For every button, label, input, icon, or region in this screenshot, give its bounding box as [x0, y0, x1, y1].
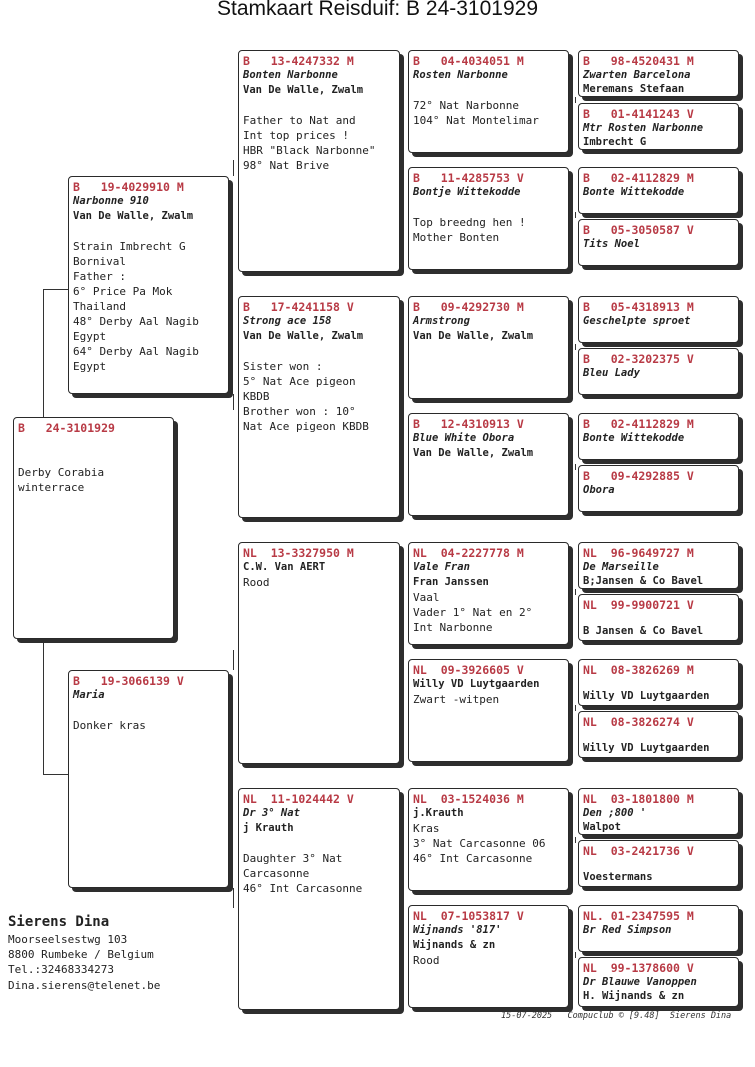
breeder-name: j.Krauth: [413, 807, 464, 819]
pigeon-name: Geschelpte sproet: [583, 315, 691, 327]
ancestor-card[interactable]: [578, 465, 739, 512]
ring-number: B 19-3066139 V: [73, 674, 184, 688]
ring-number: B 11-4285753 V: [413, 171, 524, 185]
pigeon-name: Maria: [73, 689, 105, 701]
ring-number: NL 08-3826274 V: [583, 715, 694, 729]
breeder-name: Voestermans: [583, 871, 653, 883]
pigeon-name: Dr 3° Nat: [243, 807, 300, 819]
ring-number: NL 04-2227778 M: [413, 546, 524, 560]
ring-number: NL 99-1378600 V: [583, 961, 694, 975]
connector: [575, 97, 576, 103]
ancestor-card[interactable]: [578, 594, 739, 641]
ring-number: NL 03-1524036 M: [413, 792, 524, 806]
pigeon-name: Strong ace 158: [243, 315, 332, 327]
page-title: Stamkaart Reisduif: B 24-3101929: [216, 0, 539, 20]
connector: [233, 888, 234, 908]
breeder-name: Walpot: [583, 821, 621, 833]
ring-number: B 01-4141243 V: [583, 107, 694, 121]
pigeon-notes: Sister won : 5° Nat Ace pigeon KBDB Brother won : 10° Nat Ace pigeon KBDB: [243, 360, 369, 433]
pigeon-notes: Derby Corabia winterrace: [18, 466, 105, 494]
connector: [403, 842, 404, 906]
owner-name: Sierens Dina: [8, 914, 110, 930]
ring-number: NL 08-3826269 M: [583, 663, 694, 677]
pigeon-name: Wijnands '817': [413, 924, 502, 936]
great-grandparent-card[interactable]: [408, 413, 569, 516]
connector: [575, 344, 576, 350]
connector: [233, 650, 234, 670]
ring-number: B 02-4112829 M: [583, 171, 694, 185]
ring-number: B 05-4318913 M: [583, 300, 694, 314]
ancestor-card[interactable]: [578, 957, 739, 1007]
grandparent-card[interactable]: [238, 50, 400, 272]
pigeon-name: Armstrong: [413, 315, 470, 327]
ancestor-card[interactable]: [578, 840, 739, 887]
ring-number: NL 03-1801800 M: [583, 792, 694, 806]
great-grandparent-card[interactable]: [408, 659, 569, 762]
connector: [403, 97, 404, 167]
ring-number: B 04-4034051 M: [413, 54, 524, 68]
ancestor-card[interactable]: [578, 50, 739, 97]
breeder-name: Meremans Stefaan: [583, 83, 685, 95]
great-grandparent-card[interactable]: [408, 905, 569, 1008]
owner-info: [8, 912, 160, 993]
breeder-name: Willy VD Luytgaarden: [583, 742, 710, 754]
breeder-name: Van De Walle, Zwalm: [243, 330, 364, 342]
pigeon-name: Rosten Narbonne: [413, 69, 508, 81]
pigeon-notes: Rood: [243, 576, 270, 589]
ring-number: B 17-4241158 V: [243, 300, 354, 314]
ancestor-card[interactable]: [578, 659, 739, 706]
breeder-name: C.W. Van AERT: [243, 561, 326, 573]
ring-number: NL 96-9649727 M: [583, 546, 694, 560]
pigeon-notes: Father to Nat and Int top prices ! HBR "Black Narbonne" 98° Nat Brive: [243, 114, 376, 172]
ancestor-card[interactable]: [578, 219, 739, 266]
pigeon-name: Tits Noel: [583, 238, 640, 250]
pigeon-name: Vale Fran: [413, 561, 470, 573]
connector: [575, 705, 576, 711]
pigeon-name: Br Red Simpson: [583, 924, 672, 936]
ring-number: NL 13-3327950 M: [243, 546, 354, 560]
grandparent-card[interactable]: [238, 542, 400, 764]
pigeon-name: Den ;800 ': [583, 807, 647, 819]
connector: [575, 589, 576, 595]
pigeon-notes: Donker kras: [73, 719, 146, 732]
ring-number: NL 99-9900721 V: [583, 598, 694, 612]
connector: [403, 344, 404, 414]
ring-number: B 09-4292730 M: [413, 300, 524, 314]
great-grandparent-card[interactable]: [408, 788, 569, 891]
pigeon-notes: Vaal Vader 1° Nat en 2° Int Narbonne: [413, 591, 533, 634]
ring-number: NL 09-3926605 V: [413, 663, 524, 677]
pigeon-name: Bonte Wittekodde: [583, 186, 685, 198]
connector: [575, 952, 576, 958]
ring-number: NL 07-1053817 V: [413, 909, 524, 923]
pigeon-name: Bleu Lady: [583, 367, 640, 379]
ancestor-card[interactable]: [578, 296, 739, 343]
great-grandparent-card[interactable]: [408, 167, 569, 270]
ring-number: B 24-3101929: [18, 421, 115, 435]
ring-number: B 13-4247332 M: [243, 54, 354, 68]
ring-number: NL 03-2421736 V: [583, 844, 694, 858]
breeder-name: j Krauth: [243, 822, 294, 834]
connector: [43, 289, 68, 290]
great-grandparent-card[interactable]: [408, 296, 569, 399]
pigeon-name: Narbonne 910: [73, 195, 149, 207]
pigeon-notes: Rood: [413, 954, 440, 967]
breeder-name: B;Jansen & Co Bavel: [583, 575, 704, 587]
ancestor-card[interactable]: [578, 103, 739, 150]
pigeon-name: Obora: [583, 484, 615, 496]
print-footer: 15-07-2025 Compuclub © [9.48] Sierens Dina: [501, 1011, 732, 1021]
pigeon-name: Zwarten Barcelona: [583, 69, 691, 81]
ring-number: NL 11-1024442 V: [243, 792, 354, 806]
pigeon-name: De Marseille: [583, 561, 659, 573]
grandparent-card[interactable]: [238, 788, 400, 1010]
ancestor-card[interactable]: [578, 905, 739, 952]
ancestor-card[interactable]: [578, 788, 739, 835]
breeder-name: Van De Walle, Zwalm: [413, 447, 534, 459]
breeder-name: Imbrecht G: [583, 136, 647, 148]
ancestor-card[interactable]: [578, 167, 739, 214]
connector: [43, 638, 44, 774]
pigeon-name: Bonte Wittekodde: [583, 432, 685, 444]
breeder-name: Willy VD Luytgaarden: [583, 690, 710, 702]
pigeon-name: Bontje Wittekodde: [413, 186, 521, 198]
breeder-name: Willy VD Luytgaarden: [413, 678, 540, 690]
pigeon-name: Bonten Narbonne: [243, 69, 338, 81]
pigeon-name: Mtr Rosten Narbonne: [583, 122, 704, 134]
connector: [43, 774, 68, 775]
subject-card[interactable]: [13, 417, 174, 639]
ring-number: NL. 01-2347595 M: [583, 909, 694, 923]
ancestor-card[interactable]: [578, 542, 739, 589]
connector: [575, 464, 576, 470]
ring-number: B 98-4520431 M: [583, 54, 694, 68]
great-grandparent-card[interactable]: [408, 50, 569, 153]
connector: [575, 212, 576, 218]
owner-email[interactable]: Dina.sierens@telenet.be: [8, 978, 161, 992]
breeder-name: H. Wijnands & zn: [583, 990, 685, 1002]
pigeon-notes: Daughter 3° Nat Carcasonne 46° Int Carcasonne: [243, 852, 363, 895]
breeder-name: Fran Janssen: [413, 576, 489, 588]
ring-number: B 02-4112829 M: [583, 417, 694, 431]
pigeon-notes: 72° Nat Narbonne 104° Nat Montelimar: [413, 99, 539, 127]
father-card[interactable]: [68, 176, 229, 394]
connector: [403, 596, 404, 660]
mother-card[interactable]: [68, 670, 229, 888]
owner-phone: Tel.:32468334273: [8, 963, 114, 977]
ring-number: B 12-4310913 V: [413, 417, 524, 431]
connector: [233, 160, 234, 176]
ring-number: B 02-3202375 V: [583, 352, 694, 366]
ancestor-card[interactable]: [578, 413, 739, 460]
breeder-name: Van De Walle, Zwalm: [413, 330, 534, 342]
owner-address: Moorseelsestwg 103: [8, 933, 128, 946]
grandparent-card[interactable]: [238, 296, 400, 518]
breeder-name: B Jansen & Co Bavel: [583, 625, 704, 637]
pigeon-notes: Kras 3° Nat Carcasonne 06 46° Int Carcasonne: [413, 822, 546, 865]
owner-city: 8800 Rumbeke / Belgium: [8, 948, 154, 962]
pigeon-name: Blue White Obora: [413, 432, 515, 444]
ancestor-card[interactable]: [578, 348, 739, 395]
ring-number: B 19-4029910 M: [73, 180, 184, 194]
breeder-name: Van De Walle, Zwalm: [73, 210, 194, 222]
pigeon-notes: Zwart -witpen: [413, 693, 500, 706]
pigeon-notes: Strain Imbrecht G Bornival Father : 6° Price Pa Mok Thailand 48° Derby Aal Nagib Egypt 64° Derby Aal Nagib Egypt: [73, 240, 199, 373]
great-grandparent-card[interactable]: [408, 542, 569, 645]
ancestor-card[interactable]: [578, 711, 739, 758]
connector: [233, 394, 234, 410]
breeder-name: Wijnands & zn: [413, 939, 496, 951]
ring-number: B 09-4292885 V: [583, 469, 694, 483]
connector: [43, 289, 44, 417]
ring-number: B 05-3050587 V: [583, 223, 694, 237]
pigeon-name: Dr Blauwe Vanoppen: [583, 976, 697, 988]
connector: [575, 837, 576, 843]
pigeon-notes: Top breedng hen ! Mother Bonten: [413, 216, 526, 244]
breeder-name: Van De Walle, Zwalm: [243, 84, 364, 96]
